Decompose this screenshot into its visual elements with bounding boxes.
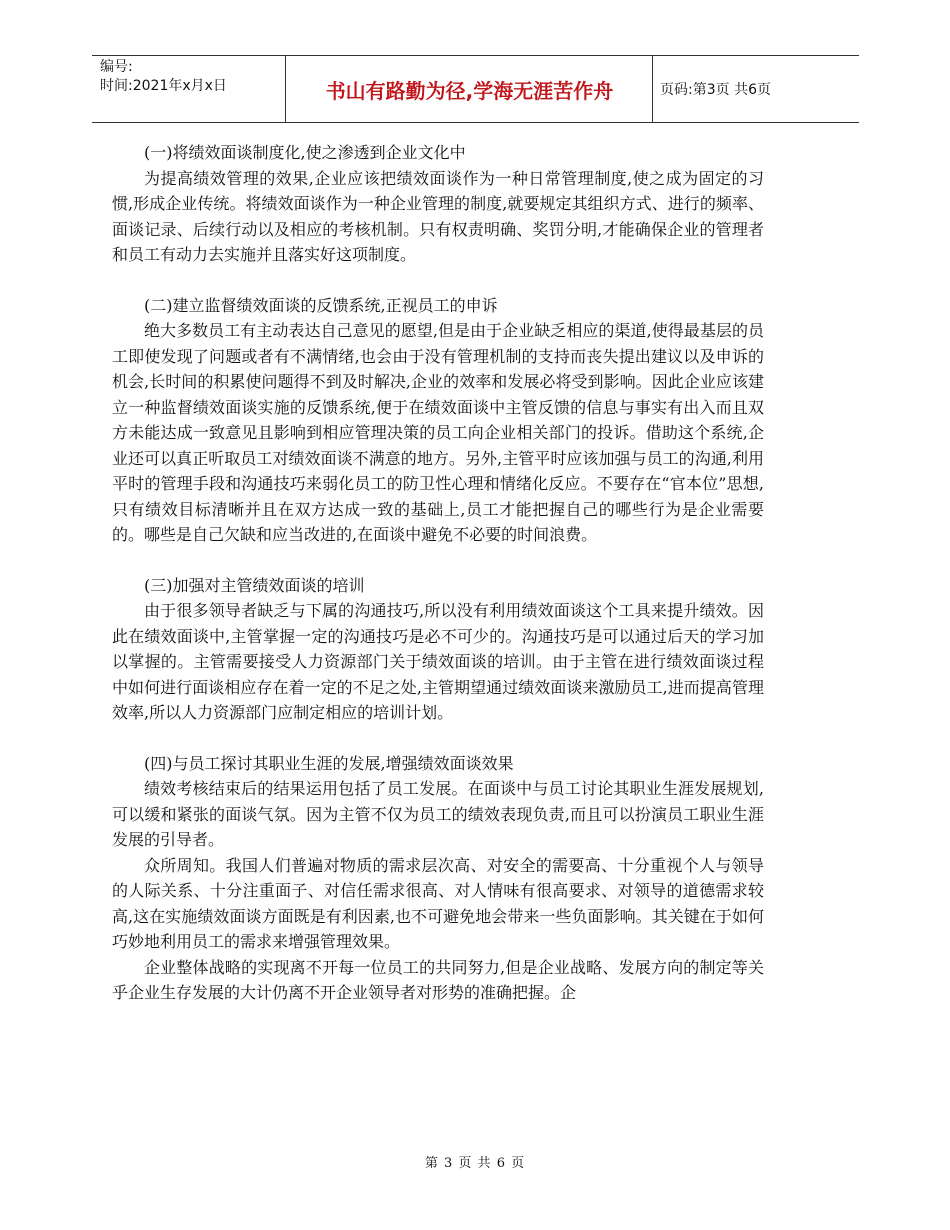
section-1 <box>112 140 764 268</box>
section-heading: (四)与员工探讨其职业生涯的发展,增强绩效面谈效果 <box>144 753 514 773</box>
paragraph: 绝大多数员工有主动表达自己意见的愿望,但是由于企业缺乏相应的渠道,使得最基层的员工即使发现了问题或者有不满情绪,也会由于没有管理机制的支持而丧失提出建议以及申诉的机会,长时间的积累使问题得不到及时解决,企业的效率和发展必将受到影响。因此企业应该建立一种监督绩效面谈实施的反馈系统,便于在绩效面谈中主管反馈的信息与事实有出入而且双方未能达成一致意见且影响到相应管理决策的员工向企业相关部门的投诉。借助这个系统,企业还可以真正听取员工对绩效面谈不满意的地方。另外,主管平时应该加强与员工的沟通,利用平时的管理手段和沟通技巧来弱化员工的防卫性心理和情绪化反应。不要存在“官本位”思想,只有绩效目标清晰并且在双方达成一致的基础上,员工才能把握自己的哪些行为是企业需要的。哪些是自己欠缺和应当改进的,在面谈中避免不必要的时间浪费。 <box>112 321 764 544</box>
document-body <box>112 140 764 1031</box>
section-2 <box>112 293 764 548</box>
header-number-label: 编号: <box>100 59 133 75</box>
header-meta <box>100 58 280 96</box>
paragraph: 为提高绩效管理的效果,企业应该把绩效面谈作为一种日常管理制度,使之成为固定的习惯,形成企业传统。将绩效面谈作为一种企业管理的制度,就要规定其组织方式、进行的频率、面谈记录、后续行动以及相应的考核机制。只有权责明确、奖罚分明,才能确保企业的管理者和员工有动力去实施并且落实好这项制度。 <box>112 168 764 264</box>
paragraph: 众所周知。我国人们普遍对物质的需求层次高、对安全的需要高、十分重视个人与领导的人际关系、十分注重面子、对信任需求很高、对人情味有很高要求、对领导的道德需求较高,这在实施绩效面谈方面既是有利因素,也不可避免地会带来一些负面影响。其关键在于如何巧妙地利用员工的需求来增强管理效果。 <box>112 855 764 951</box>
paragraph: 由于很多领导者缺乏与下属的沟通技巧,所以没有利用绩效面谈这个工具来提升绩效。因此在绩效面谈中,主管掌握一定的沟通技巧是必不可少的。沟通技巧是可以通过后天的学习加以掌握的。主管需要接受人力资源部门关于绩效面谈的培训。由于主管在进行绩效面谈过程中如何进行面谈相应存在着一定的不足之处,主管期望通过绩效面谈来激励员工,进而提高管理效率,所以人力资源部门应制定相应的培训计划。 <box>112 601 764 722</box>
header-page-label: 页码:第3页 共6页 <box>660 82 771 98</box>
header-time-label: 时间:2021年x月x日 <box>100 78 227 94</box>
page-footer: 第 3 页 共 6 页 <box>424 1156 526 1171</box>
paragraph: 绩效考核结束后的结果运用包括了员工发展。在面谈中与员工讨论其职业生涯发展规划,可以缓和紧张的面谈气氛。因为主管不仅为员工的绩效表现负责,而且可以扮演员工职业生涯发展的引导者。 <box>112 779 764 849</box>
header-motto: 书山有路勤为径,学海无涯苦作舟 <box>325 78 614 103</box>
page-header <box>92 55 859 123</box>
section-3 <box>112 573 764 726</box>
header-divider-left <box>285 56 286 122</box>
section-heading: (三)加强对主管绩效面谈的培训 <box>144 575 365 595</box>
section-heading: (一)将绩效面谈制度化,使之渗透到企业文化中 <box>144 143 466 162</box>
section-heading: (二)建立监督绩效面谈的反馈系统,正视员工的申诉 <box>144 295 498 315</box>
paragraph: 企业整体战略的实现离不开每一位员工的共同努力,但是企业战略、发展方向的制定等关乎企业生存发展的大计仍离不开企业领导者对形势的准确把握。企 <box>112 957 764 1002</box>
section-4 <box>112 751 764 1006</box>
header-divider-right <box>652 56 653 122</box>
